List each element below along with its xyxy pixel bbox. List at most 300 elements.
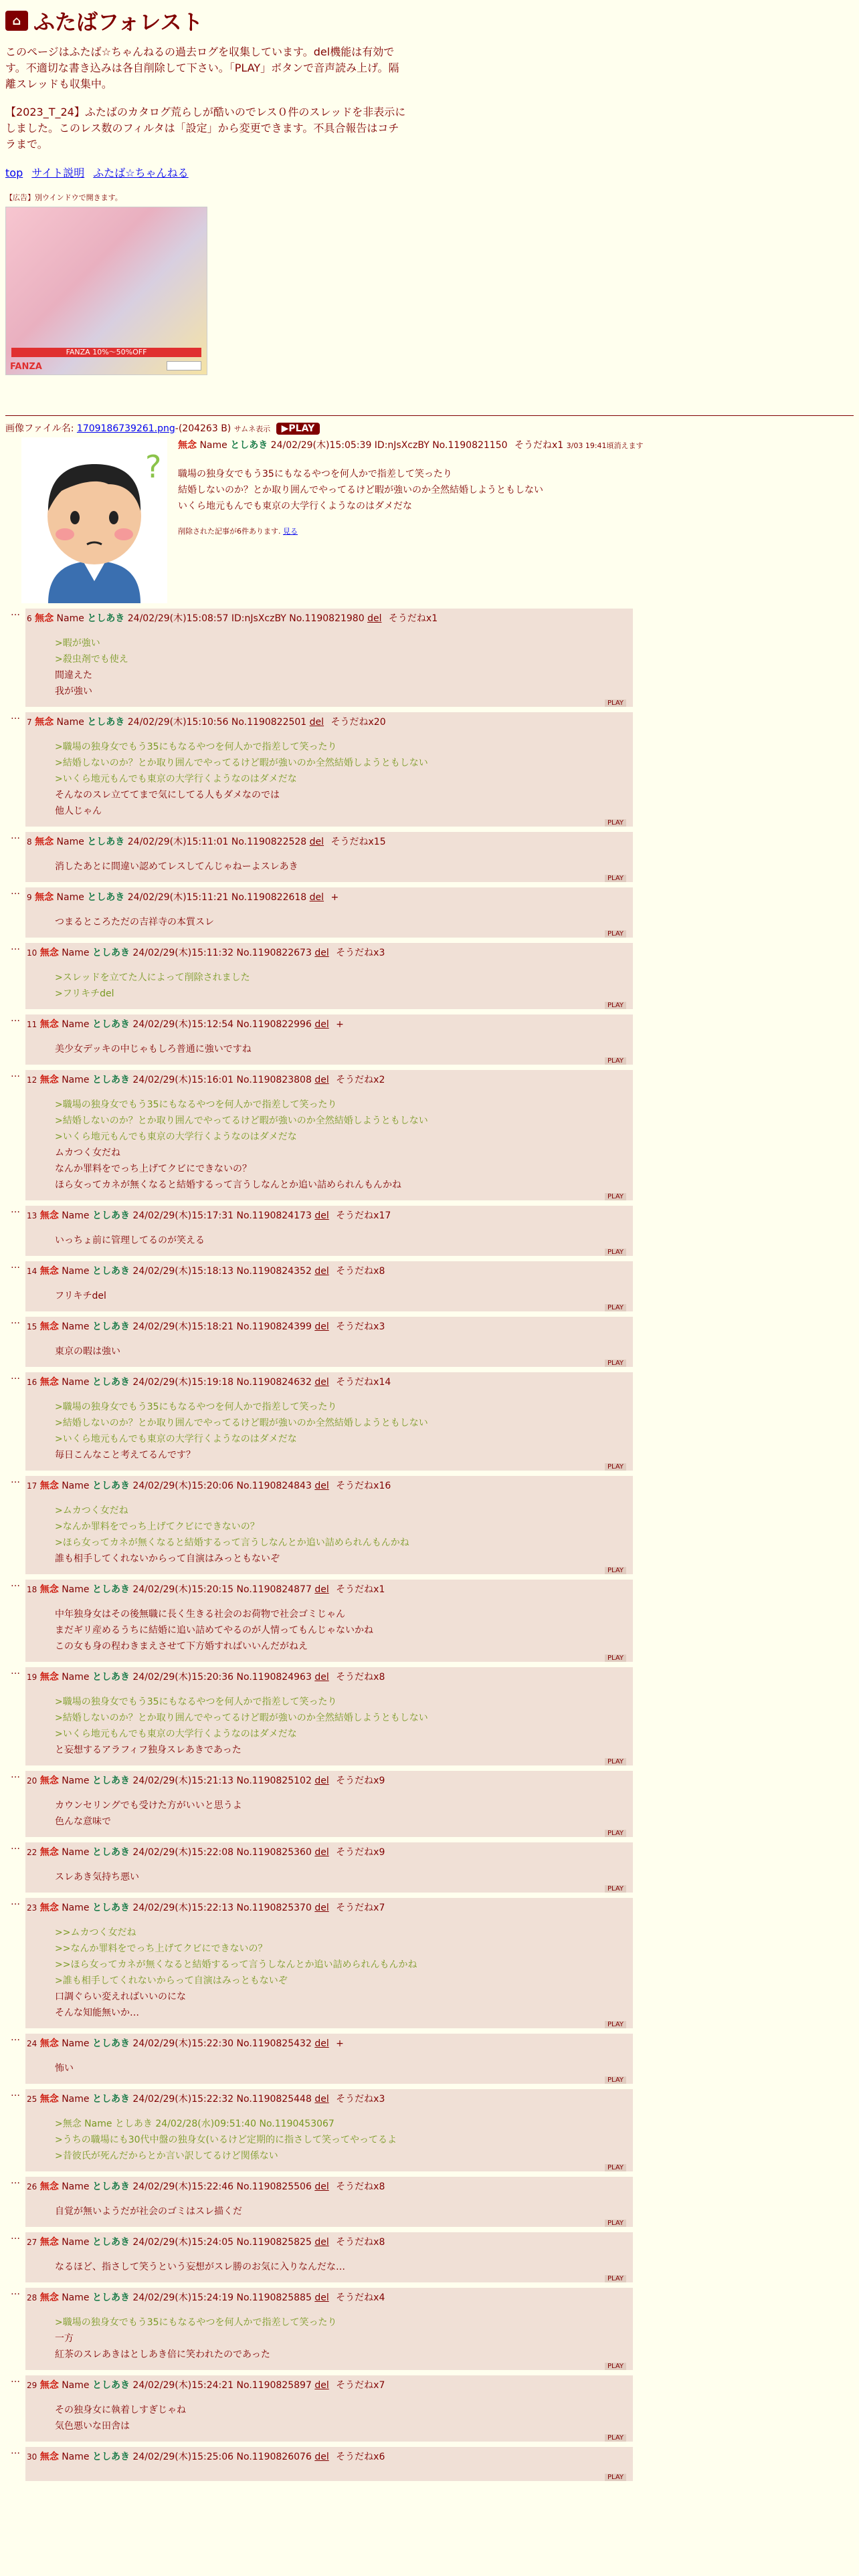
- op-meta: 24/02/29(木)15:05:39 ID:nJsXczBY No.1190821150: [270, 440, 508, 451]
- top-link[interactable]: top: [5, 167, 23, 179]
- op-text: [178, 437, 644, 603]
- reply-play: [27, 2474, 626, 2481]
- reply-meta: 24/02/29(木)15:24:05 No.1190825825: [132, 2237, 312, 2248]
- reply-play: [27, 1567, 626, 1574]
- reply-dots: …: [11, 2374, 20, 2385]
- post-line: 東京の暇は強い: [55, 1346, 120, 1357]
- reply-meta: 24/02/29(木)15:24:19 No.1190825885: [132, 2292, 312, 2303]
- reply-number: 10: [27, 948, 37, 958]
- reply-sodane[interactable]: そうだねx2: [336, 1075, 385, 1085]
- reply-meta: 24/02/29(木)15:11:01 No.1190822528: [127, 837, 307, 847]
- post-line: 消したあとに間違い認めてレスしてんじゃねーよスレあき: [55, 861, 298, 872]
- play-button-small[interactable]: PLAY: [605, 930, 626, 938]
- reply-name: としあき: [92, 2237, 130, 2248]
- reply-subject: 無念: [39, 1847, 59, 1858]
- reply-dots: …: [11, 942, 20, 952]
- del-link[interactable]: del: [314, 2181, 329, 2192]
- ad-sale-text: FANZA 10%〜50%OFF: [66, 348, 147, 356]
- reply-sodane[interactable]: そうだねx4: [336, 2292, 385, 2303]
- post-line: 誰も相手してくれないからって自演はみっともないぞ: [55, 1553, 280, 1564]
- play-button-small[interactable]: PLAY: [605, 2363, 626, 2370]
- reply-sodane[interactable]: そうだねx3: [336, 2094, 385, 2105]
- reply-meta: 24/02/29(木)15:22:13 No.1190825370: [132, 1903, 312, 1913]
- reply-sodane[interactable]: そうだねx17: [336, 1210, 391, 1221]
- deleted-note: 削除された記事が6件あります.: [178, 527, 281, 536]
- reply-post: [11, 1260, 633, 1311]
- reply-header: [27, 2036, 626, 2050]
- reply-post: [11, 831, 633, 882]
- reply-body: [55, 2259, 626, 2275]
- reply-name-label: Name: [56, 892, 84, 903]
- reply-sodane[interactable]: +: [336, 2038, 344, 2049]
- del-link[interactable]: del: [314, 1266, 329, 1277]
- reply-list: [5, 609, 843, 2481]
- reply-number: 24: [27, 2039, 37, 2048]
- post-line: 他人じゃん: [55, 806, 102, 817]
- thumbnail-image[interactable]: [21, 437, 167, 603]
- reply-subject: 無念: [39, 2452, 59, 2462]
- reply-dots: …: [11, 2231, 20, 2242]
- post-line: >職場の独身女でもう35にもなるやつを何人かで指差して笑ったり: [55, 1099, 337, 1110]
- logo-icon[interactable]: ⌂: [5, 11, 28, 31]
- reply-body: [55, 1399, 626, 1463]
- reply-meta: 24/02/29(木)15:17:31 No.1190824173: [132, 1210, 312, 1221]
- reply-header: [27, 1901, 626, 1914]
- reply-name-label: Name: [62, 1847, 90, 1858]
- reply-name: としあき: [92, 2452, 130, 2462]
- post-line: この女も身の程わきまえさせて下方婚すればいいんだがねえ: [55, 1641, 308, 1652]
- reply-sodane[interactable]: そうだねx8: [336, 1672, 385, 1683]
- reply-header: [27, 1375, 626, 1388]
- play-button-small[interactable]: PLAY: [605, 1057, 626, 1065]
- reply-meta: 24/02/29(木)15:10:56 No.1190822501: [127, 717, 307, 728]
- del-link[interactable]: del: [314, 1019, 329, 1030]
- reply-play: [27, 1002, 626, 1009]
- post-line: 紅茶のスレあきはとしあき倍に笑われたのであった: [55, 2349, 270, 2360]
- reply-sodane[interactable]: そうだねx16: [336, 1481, 391, 1491]
- post-line: 間違えた: [55, 670, 92, 681]
- reply-sodane[interactable]: そうだねx1: [388, 613, 438, 624]
- ad-nav-arrows[interactable]: [167, 361, 201, 370]
- reply-sodane[interactable]: そうだねx14: [336, 1377, 391, 1388]
- del-link[interactable]: del: [314, 1377, 329, 1388]
- op-name: としあき: [230, 440, 268, 451]
- reply-header: [27, 1774, 626, 1787]
- del-link[interactable]: del: [314, 1776, 329, 1786]
- reply-sodane[interactable]: そうだねx1: [336, 1584, 385, 1595]
- reply-dots: …: [11, 1666, 20, 1677]
- reply-header: [27, 715, 626, 728]
- reply-post: [11, 1666, 633, 1765]
- reply-body: [55, 2116, 626, 2164]
- reply-post: [11, 1475, 633, 1574]
- post-line: >>なんか罪料をでっち上げてクビにできないの？: [55, 1943, 268, 1954]
- play-button-small[interactable]: PLAY: [605, 2434, 626, 2442]
- post-line: いっちょ前に管理してるのが笑える: [55, 1235, 205, 1246]
- reply-number: 23: [27, 1903, 37, 1913]
- play-button-small[interactable]: PLAY: [605, 1002, 626, 1009]
- reply-sodane[interactable]: +: [336, 1019, 344, 1030]
- reply-body: [55, 1798, 626, 1830]
- reply-meta: 24/02/29(木)15:21:13 No.1190825102: [132, 1776, 312, 1786]
- reply-sodane[interactable]: そうだねx8: [336, 1266, 385, 1277]
- del-link[interactable]: del: [314, 1847, 329, 1858]
- file-link[interactable]: 1709186739261.png: [76, 423, 175, 434]
- reply-header: [27, 1670, 626, 1683]
- reply-dots: …: [11, 1069, 20, 1079]
- reply-sodane[interactable]: そうだねx3: [336, 1321, 385, 1332]
- reply-body: [55, 1041, 626, 1057]
- post-line: 職場の独身女でもう35にもなるやつを何人かで指差して笑ったり: [178, 469, 452, 479]
- post-line: >>ムカつく女だね: [55, 1927, 136, 1938]
- reply-name: としあき: [92, 948, 130, 958]
- reply-post: [11, 2446, 633, 2481]
- reply-meta: 24/02/29(木)15:22:30 No.1190825432: [132, 2038, 312, 2049]
- reply-subject: 無念: [35, 613, 54, 624]
- post-line: つまるところただの吉祥寺の本質スレ: [55, 917, 214, 928]
- reply-dots: …: [11, 1897, 20, 1907]
- reply-subject: 無念: [39, 1377, 59, 1388]
- post-line: いくら地元もんでも東京の大学行くようなのはダメだな: [178, 501, 412, 512]
- reply-body: [55, 739, 626, 819]
- reply-name-label: Name: [62, 2094, 90, 2105]
- reply-play: [27, 1463, 626, 1471]
- reply-play: [27, 819, 626, 827]
- reply-sodane[interactable]: そうだねx9: [336, 1847, 385, 1858]
- reply-number: 22: [27, 1848, 37, 1857]
- play-button-small[interactable]: PLAY: [605, 1463, 626, 1471]
- reply-post: [11, 942, 633, 1009]
- reply-name: としあき: [87, 892, 125, 903]
- reply-name-label: Name: [56, 717, 84, 728]
- post-line: >結婚しないのか？とか取り囲んでやってるけど暇が強いのか全然結婚しようともしない: [55, 1115, 428, 1126]
- post-line: 中年独身女はその後無職に長く生きる社会のお荷物で社会ゴミじゃん: [55, 1609, 345, 1620]
- post-line: その独身女に執着しすぎじゃね: [55, 2405, 186, 2416]
- reply-name: としあき: [92, 1019, 130, 1030]
- post-line: >職場の独身女でもう35にもなるやつを何人かで指差して笑ったり: [55, 1697, 337, 1707]
- reply-header: [27, 1845, 626, 1858]
- reply-header: [27, 2290, 626, 2304]
- reply-meta: 24/02/29(木)15:22:32 No.1190825448: [132, 2094, 312, 2105]
- reply-meta: 24/02/29(木)15:16:01 No.1190823808: [132, 1075, 312, 1085]
- reply-meta: 24/02/29(木)15:24:21 No.1190825897: [132, 2380, 312, 2391]
- post-line: >いくら地元もんでも東京の大学行くようなのはダメだな: [55, 774, 297, 784]
- reply-name-label: Name: [62, 1584, 90, 1595]
- play-button-small[interactable]: PLAY: [605, 700, 626, 707]
- reply-number: 27: [27, 2238, 37, 2247]
- post-line: 自覚が無いようだが社会のゴミはスレ描くだ: [55, 2206, 242, 2217]
- play-button-small[interactable]: PLAY: [605, 2076, 626, 2084]
- reply-sodane[interactable]: そうだねx7: [336, 2380, 385, 2391]
- play-button-small[interactable]: PLAY: [605, 2164, 626, 2171]
- reply-sodane[interactable]: そうだねx9: [336, 1776, 385, 1786]
- reply-header: [27, 890, 626, 903]
- post-line: フリキチdel: [55, 1291, 106, 1301]
- reply-number: 28: [27, 2293, 37, 2302]
- del-link[interactable]: del: [314, 1321, 329, 1332]
- reply-subject: 無念: [39, 2292, 59, 2303]
- reply-post: [11, 1769, 633, 1837]
- del-link[interactable]: del: [314, 1672, 329, 1683]
- post-line: 色んな意味で: [55, 1816, 111, 1827]
- play-button-small[interactable]: PLAY: [605, 1830, 626, 1837]
- reply-name-label: Name: [62, 1481, 90, 1491]
- del-link[interactable]: del: [314, 2094, 329, 2105]
- reply-name: としあき: [87, 837, 125, 847]
- reply-dots: …: [11, 2088, 20, 2099]
- reply-dots: …: [11, 1204, 20, 1215]
- reply-name-label: Name: [62, 1019, 90, 1030]
- play-button-small[interactable]: PLAY: [605, 2275, 626, 2282]
- del-link[interactable]: del: [309, 892, 324, 903]
- reply-play: [27, 2275, 626, 2282]
- reply-header: [27, 611, 626, 625]
- reply-subject: 無念: [35, 717, 54, 728]
- reply-number: 14: [27, 1267, 37, 1276]
- reply-name: としあき: [92, 2038, 130, 2049]
- reply-post: [11, 1013, 633, 1065]
- file-line: [5, 421, 843, 435]
- del-link[interactable]: del: [314, 2380, 329, 2391]
- del-link[interactable]: del: [314, 948, 329, 958]
- post-line: >うちの職場にも30代中盤の独身女(いるけど定期的に指さして笑ってやってるよ: [55, 2135, 397, 2145]
- del-link[interactable]: del: [314, 1481, 329, 1491]
- reply-post: [11, 1371, 633, 1471]
- reply-body: [55, 2402, 626, 2434]
- reply-header: [27, 1264, 626, 1277]
- futaba-link[interactable]: ふたば☆ちゃんねる: [93, 167, 189, 179]
- reply-number: 15: [27, 1322, 37, 1331]
- post-line: 気色悪いな田舎は: [55, 2421, 130, 2432]
- reply-sodane[interactable]: そうだねx3: [336, 948, 385, 958]
- reply-name: としあき: [92, 1210, 130, 1221]
- reply-subject: 無念: [39, 2038, 59, 2049]
- reply-sodane[interactable]: +: [330, 892, 339, 903]
- reply-body: [55, 914, 626, 930]
- play-button-small[interactable]: PLAY: [605, 875, 626, 882]
- reply-header: [27, 2450, 626, 2463]
- site-header: [5, 5, 843, 36]
- ad-banner[interactable]: [5, 207, 207, 375]
- post-line: 怖い: [55, 2063, 74, 2074]
- del-link[interactable]: del: [309, 837, 324, 847]
- reply-number: 7: [27, 718, 32, 727]
- del-link[interactable]: del: [314, 1210, 329, 1221]
- play-button-small[interactable]: PLAY: [605, 1567, 626, 1574]
- reply-name: としあき: [92, 2380, 130, 2391]
- del-link[interactable]: del: [314, 1903, 329, 1913]
- reply-body: [55, 2315, 626, 2363]
- reply-header: [27, 946, 626, 959]
- reply-play: [27, 2164, 626, 2171]
- play-button-small[interactable]: PLAY: [605, 2220, 626, 2227]
- reply-dots: …: [11, 2175, 20, 2186]
- reply-subject: 無念: [39, 1584, 59, 1595]
- reply-name: としあき: [92, 1075, 130, 1085]
- reply-meta: 24/02/29(木)15:18:13 No.1190824352: [132, 1266, 312, 1277]
- reply-name-label: Name: [62, 1377, 90, 1388]
- reply-subject: 無念: [39, 2181, 59, 2192]
- thumb-note: サムネ表示: [233, 425, 271, 433]
- reply-number: 8: [27, 837, 32, 847]
- reply-sodane[interactable]: そうだねx15: [330, 837, 386, 847]
- play-button-small[interactable]: PLAY: [605, 1304, 626, 1311]
- post-line: >昔彼氏が死んだからとか言い訳してるけど関係ない: [55, 2151, 278, 2161]
- reply-name: としあき: [92, 1584, 130, 1595]
- reply-body: [55, 1606, 626, 1654]
- post-line: 結婚しないのか？とか取り囲んでやってるけど暇が強いのか全然結婚しようともしない: [178, 485, 543, 496]
- reply-number: 11: [27, 1020, 37, 1029]
- reply-dots: …: [11, 607, 20, 618]
- reply-body: [55, 1694, 626, 1758]
- reply-name-label: Name: [62, 2380, 90, 2391]
- play-button[interactable]: ▶PLAY: [276, 423, 320, 435]
- del-link[interactable]: del: [367, 613, 382, 624]
- reply-body: [55, 970, 626, 1002]
- post-line: >殺虫剤でも使え: [55, 654, 128, 665]
- reply-subject: 無念: [39, 1903, 59, 1913]
- reply-play: [27, 1193, 626, 1200]
- reply-name-label: Name: [62, 2038, 90, 2049]
- reply-post: [11, 2286, 633, 2370]
- op-body: [178, 466, 644, 514]
- play-button-small[interactable]: PLAY: [605, 1193, 626, 1200]
- reply-name-label: Name: [62, 948, 90, 958]
- post-line: >結婚しないのか？とか取り囲んでやってるけど暇が強いのか全然結婚しようともしない: [55, 1713, 428, 1723]
- reply-header: [27, 2092, 626, 2105]
- reply-header: [27, 1582, 626, 1596]
- reply-name-label: Name: [62, 2181, 90, 2192]
- reply-body: [55, 1925, 626, 2021]
- op-name-label: Name: [199, 440, 227, 451]
- reply-sodane[interactable]: そうだねx8: [336, 2237, 385, 2248]
- post-line: >フリキチdel: [55, 988, 114, 999]
- play-button-small[interactable]: PLAY: [605, 2021, 626, 2028]
- post-line: >いくら地元もんでも東京の大学行くようなのはダメだな: [55, 1729, 297, 1739]
- reply-number: 13: [27, 1211, 37, 1220]
- reply-name: としあき: [92, 1266, 130, 1277]
- reply-dots: …: [11, 1769, 20, 1780]
- reply-dots: …: [11, 1315, 20, 1326]
- del-link[interactable]: del: [314, 1075, 329, 1085]
- play-button-small[interactable]: PLAY: [605, 2474, 626, 2481]
- del-link[interactable]: del: [314, 2237, 329, 2248]
- reply-number: 25: [27, 2095, 37, 2104]
- reply-number: 9: [27, 893, 32, 902]
- op-subject: 無念: [178, 440, 197, 451]
- post-line: >ほら女ってカネが無くなると結婚するって言うしなんとか追い詰められんもんかね: [55, 1537, 409, 1548]
- reply-sodane[interactable]: そうだねx6: [336, 2452, 385, 2462]
- reply-sodane[interactable]: そうだねx8: [336, 2181, 385, 2192]
- play-button-small[interactable]: PLAY: [605, 1758, 626, 1765]
- reply-meta: 24/02/29(木)15:22:08 No.1190825360: [132, 1847, 312, 1858]
- post-line: スレあき気持ち悪い: [55, 1872, 139, 1883]
- reply-number: 6: [27, 614, 32, 623]
- post-line: ムカつく女だね: [55, 1148, 120, 1158]
- see-deleted-link[interactable]: 見る: [283, 527, 298, 536]
- reply-subject: 無念: [39, 2237, 59, 2248]
- reply-play: [27, 1885, 626, 1893]
- reply-name-label: Name: [56, 837, 84, 847]
- reply-play: [27, 1830, 626, 1837]
- post-line: と妄想するアラフィフ独身スレあきであった: [55, 1745, 242, 1755]
- reply-dots: …: [11, 1013, 20, 1024]
- post-line: >ムカつく女だね: [55, 1505, 128, 1516]
- reply-subject: 無念: [39, 1019, 59, 1030]
- reply-body: [55, 1344, 626, 1360]
- reply-name: としあき: [92, 1321, 130, 1332]
- reply-name-label: Name: [62, 2292, 90, 2303]
- reply-sodane[interactable]: そうだねx7: [336, 1903, 385, 1913]
- ad-label: 【広告】別ウインドウで開きます。: [5, 193, 122, 202]
- op-sodane[interactable]: そうだねx1: [514, 440, 564, 451]
- reply-name: としあき: [92, 1776, 130, 1786]
- post-line: >暇が強い: [55, 638, 100, 649]
- play-button-small[interactable]: PLAY: [605, 819, 626, 827]
- play-button-small[interactable]: PLAY: [605, 1654, 626, 1662]
- del-link[interactable]: del: [314, 2292, 329, 2303]
- reply-name: としあき: [92, 2181, 130, 2192]
- reply-post: [11, 886, 633, 938]
- reply-play: [27, 2363, 626, 2370]
- del-link[interactable]: del: [314, 2038, 329, 2049]
- site-description-link[interactable]: サイト説明: [31, 167, 85, 179]
- post-line: 美少女デッキの中じゃもしろ普通に強いですね: [55, 1044, 252, 1055]
- site-title: ふたばフォレスト: [33, 9, 203, 35]
- reply-body: [55, 1097, 626, 1193]
- del-link[interactable]: del: [309, 717, 324, 728]
- play-button-small[interactable]: PLAY: [605, 1360, 626, 1367]
- reply-meta: 24/02/29(木)15:08:57 ID:nJsXczBY No.1190821980: [127, 613, 365, 624]
- reply-body: [55, 635, 626, 700]
- reply-dots: …: [11, 1475, 20, 1485]
- reply-post: [11, 2231, 633, 2282]
- post-line: 口調ぐらい変えればいいのにな: [55, 1992, 186, 2002]
- play-button-small[interactable]: PLAY: [605, 1885, 626, 1893]
- reply-name: としあき: [92, 2292, 130, 2303]
- reply-play: [27, 2076, 626, 2084]
- reply-name: としあき: [92, 1481, 130, 1491]
- reply-subject: 無念: [39, 948, 59, 958]
- reply-play: [27, 1057, 626, 1065]
- play-button-small[interactable]: PLAY: [605, 1249, 626, 1256]
- reply-subject: 無念: [39, 2380, 59, 2391]
- del-link[interactable]: del: [314, 1584, 329, 1595]
- reply-name: としあき: [92, 1903, 130, 1913]
- reply-subject: 無念: [39, 2094, 59, 2105]
- op-post: [5, 437, 843, 603]
- reply-subject: 無念: [39, 1776, 59, 1786]
- post-line: まだギリ産めるうちに結婚に追い詰めてやるのが人情ってもんじゃないかね: [55, 1625, 373, 1636]
- reply-meta: 24/02/29(木)15:22:46 No.1190825506: [132, 2181, 312, 2192]
- reply-play: [27, 930, 626, 938]
- del-link[interactable]: del: [314, 2452, 329, 2462]
- post-line: 毎日こんなこと考えてるんです？: [55, 1450, 195, 1461]
- reply-play: [27, 2220, 626, 2227]
- reply-subject: 無念: [39, 1672, 59, 1683]
- reply-meta: 24/02/29(木)15:20:36 No.1190824963: [132, 1672, 312, 1683]
- post-line: なんか罪料をでっち上げてクビにできないの？: [55, 1164, 252, 1174]
- reply-post: [11, 1315, 633, 1367]
- svg-text:?: ?: [145, 449, 162, 485]
- divider: [5, 415, 854, 416]
- reply-dots: …: [11, 2446, 20, 2456]
- post-line: >スレッドを立てた人によって削除されました: [55, 972, 250, 983]
- reply-sodane[interactable]: そうだねx20: [330, 717, 386, 728]
- post-line: >結婚しないのか？とか取り囲んでやってるけど暇が強いのか全然結婚しようともしない: [55, 758, 428, 768]
- reply-meta: 24/02/29(木)15:25:06 No.1190826076: [132, 2452, 312, 2462]
- reply-subject: 無念: [39, 1075, 59, 1085]
